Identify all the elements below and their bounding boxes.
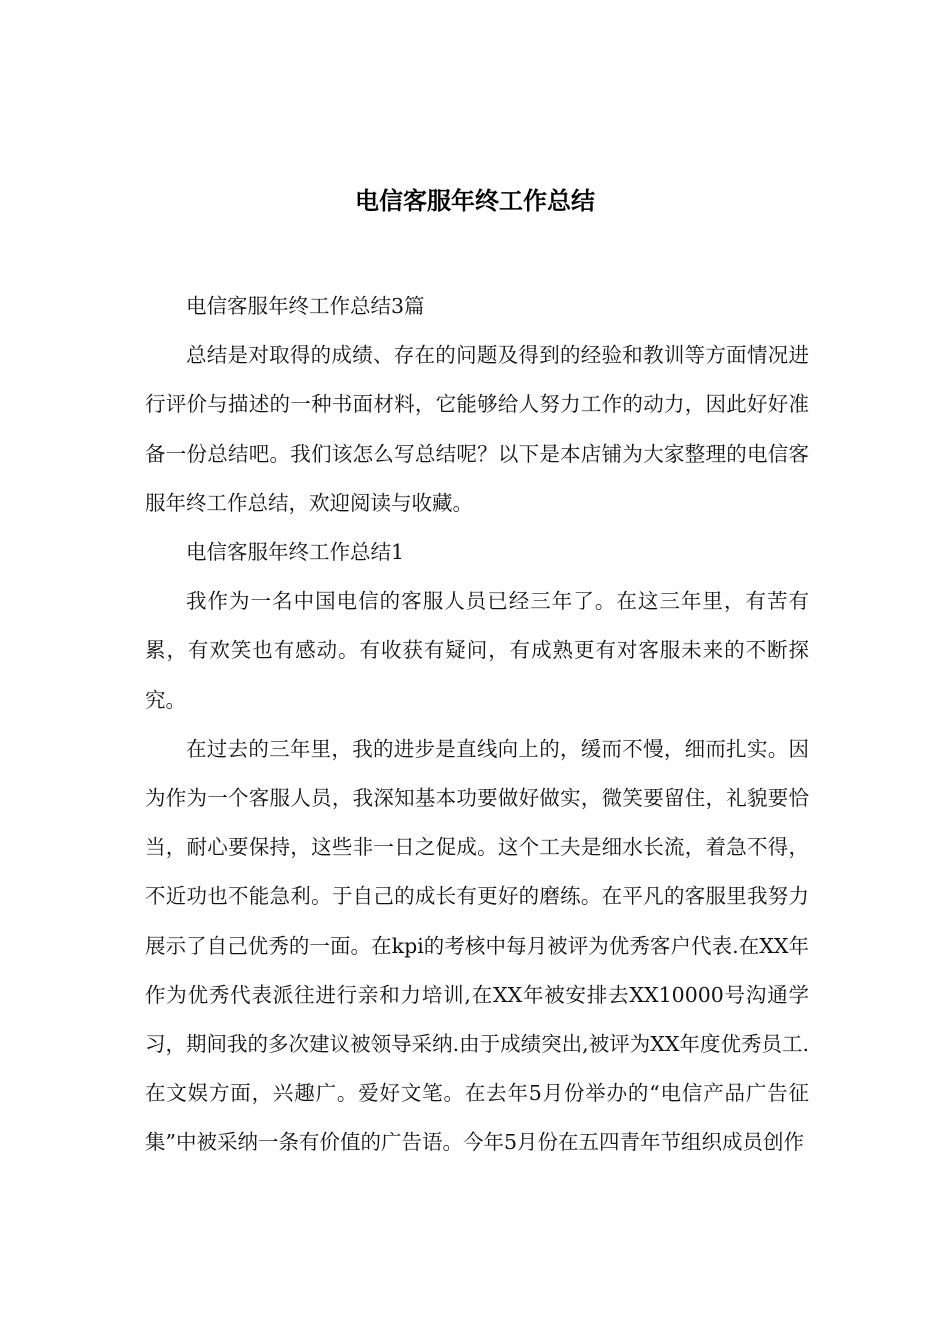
document-title: 电信客服年终工作总结: [355, 187, 595, 215]
document-body: [145, 282, 809, 1168]
section-heading-1: 电信客服年终工作总结1: [186, 540, 405, 565]
subtitle-paragraph: 电信客服年终工作总结3篇: [186, 294, 425, 318]
body-paragraph-1: 我作为一名中国电信的客服人员已经三年了。在这三年里，有苦有累，有欢笑也有感动。有收获有疑问，有成熟更有对客服未来的不断探究。: [145, 589, 809, 712]
intro-paragraph: 总结是对取得的成绩、存在的问题及得到的经验和教训等方面情况进行评价与描述的一种书面材料，它能够给人努力工作的动力，因此好好准备一份总结吧。我们该怎么写总结呢？以下是本店铺为大家整理的电信客服年终工作总结，欢迎阅读与收藏。: [145, 343, 809, 515]
body-paragraph-2: 在过去的三年里，我的进步是直线向上的，缓而不慢，细而扎实。因为作为一个客服人员，我深知基本功要做好做实，微笑要留住，礼貌要恰当，耐心要保持，这些非一日之促成。这个工夫是细水长流，着急不得，不近功也不能急利。于自己的成长有更好的磨练。在平凡的客服里我努力展示了自己优秀的一面。在kpi的考核中每月被评为优秀客户代表.在XX年作为优秀代表派往进行亲和力培训,在XX年被安排去XX10000号沟通学习，期间我的多次建议被领导采纳.由于成绩突出,被评为XX年度优秀员工.在文娱方面，兴趣广。爱好文笔。在去年5月份举办的“电信产品广告征集”中被采纳一条有价值的广告语。今年5月份在五四青年节组织成员创作: [145, 736, 809, 1155]
